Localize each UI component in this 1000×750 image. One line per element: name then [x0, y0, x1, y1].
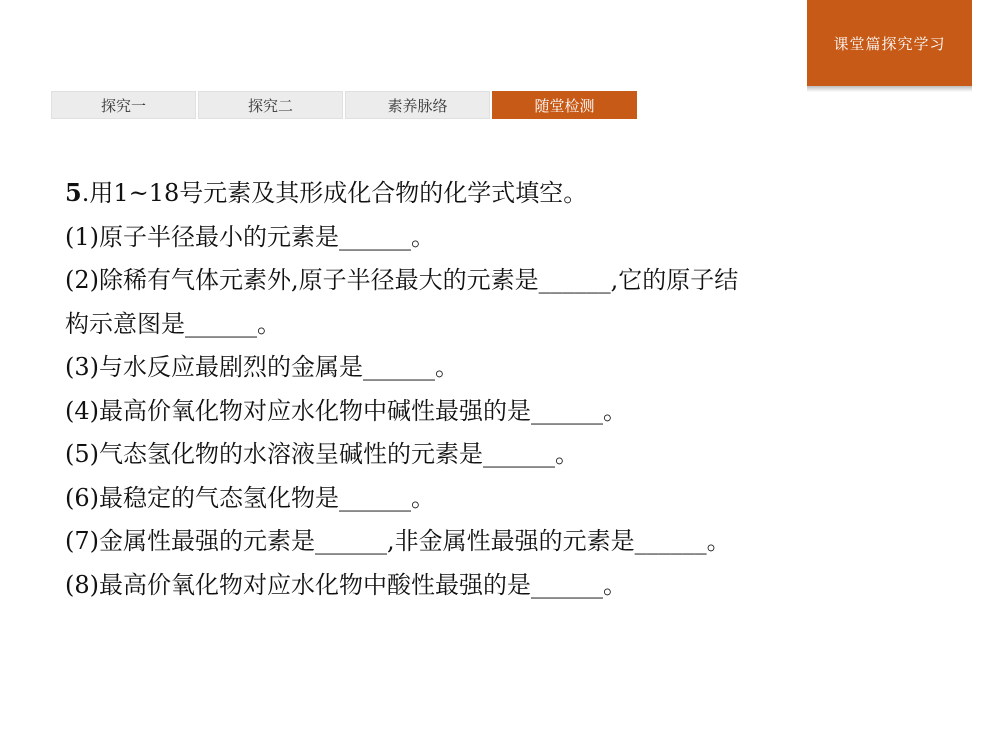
question-item-2: (2)除稀有气体元素外,原子半径最大的元素是______,它的原子结 — [65, 266, 739, 294]
question-item-4: (4)最高价氧化物对应水化物中碱性最强的是______。 — [65, 396, 627, 425]
tab-explore-1[interactable]: 探究一 — [51, 91, 196, 119]
question-item-2-continued: 构示意图是______。 — [65, 309, 281, 338]
tab-literacy-context[interactable]: 素养脉络 — [345, 91, 490, 119]
section-title: 课堂篇探究学习 — [833, 34, 946, 53]
question-prompt — [65, 171, 945, 216]
section-badge-shadow — [807, 86, 972, 92]
question-prompt-text: .用1~18号元素及其形成化合物的化学式填空。 — [81, 179, 588, 207]
question-item-5: (5)气态氢化物的水溶液呈碱性的元素是______。 — [65, 440, 579, 468]
question-item-8: (8)最高价氧化物对应水化物中酸性最强的是______。 — [65, 570, 627, 599]
tab-bar — [51, 91, 637, 119]
tab-explore-2[interactable]: 探究二 — [198, 91, 343, 119]
tab-class-test[interactable]: 随堂检测 — [492, 91, 637, 119]
question-item-7: (7)金属性最强的元素是______,非金属性最强的元素是______。 — [65, 527, 731, 555]
question-item-1: (1)原子半径最小的元素是______。 — [65, 222, 435, 251]
question-item-6: (6)最稳定的气态氢化物是______。 — [65, 483, 435, 512]
section-badge — [807, 0, 972, 86]
question-content — [65, 171, 945, 607]
question-number: 5 — [65, 178, 82, 207]
question-item-3: (3)与水反应最剧烈的金属是______。 — [65, 353, 459, 381]
